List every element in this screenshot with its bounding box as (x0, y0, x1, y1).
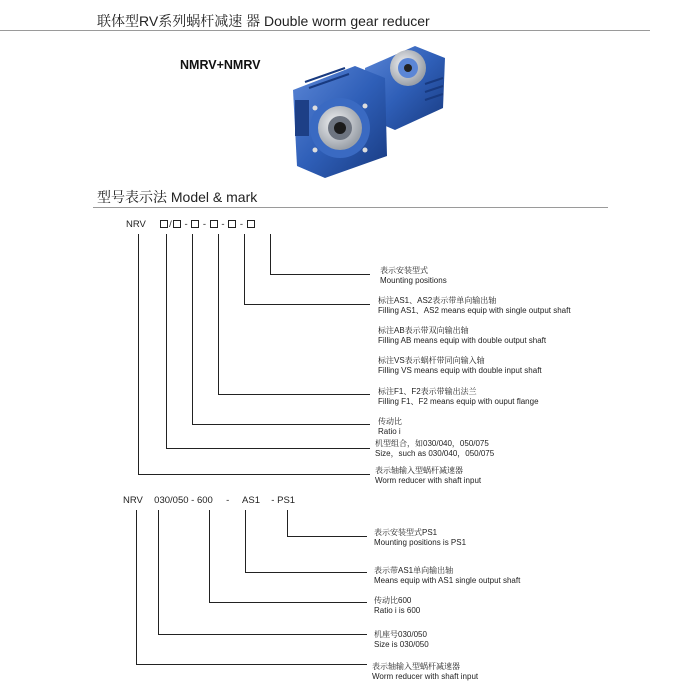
placeholder-box (210, 220, 218, 228)
schema-dash: - (239, 219, 243, 230)
leader-line (138, 474, 370, 475)
schema-dash: - (184, 219, 188, 230)
schema-note: 标注AB表示带双向输出轴 Filling AB means equip with double output shaft (378, 326, 547, 345)
placeholder-box (228, 220, 236, 228)
schema-prefix: NRV (126, 219, 146, 230)
leader-line (244, 304, 370, 305)
example-code (123, 495, 295, 506)
leader-line (166, 448, 370, 449)
example-part: - (226, 495, 230, 506)
leader-line (245, 510, 246, 572)
example-part: AS1 (242, 495, 261, 506)
leader-line (166, 234, 167, 448)
placeholder-box (160, 220, 168, 228)
leader-line (287, 536, 367, 537)
example-note: 传动比600 Ratio i is 600 (374, 596, 421, 615)
model-name: NMRV+NMRV (180, 58, 261, 72)
example-note: 机座号030/050 Size is 030/050 (374, 630, 429, 649)
example-note: 表示安装型式PS1 Mounting positions is PS1 (374, 528, 467, 547)
placeholder-box (191, 220, 199, 228)
leader-line (218, 234, 219, 394)
leader-line (192, 424, 370, 425)
leader-line (270, 274, 370, 275)
example-part: - (191, 495, 195, 506)
placeholder-box (173, 220, 181, 228)
schema-note: 表示安装型式 Mounting positions (380, 266, 447, 285)
page-title: 联体型RV系列蜗杆减速 器 Double worm gear reducer (97, 13, 430, 29)
example-part: 600 (196, 495, 213, 506)
section-title: 型号表示法 Model & mark (97, 189, 258, 205)
leader-line (287, 510, 288, 536)
schema-note: 机型组合，如030/040，050/075 Size，such as 030/040，050/075 (375, 439, 495, 458)
example-part: - (271, 495, 275, 506)
leader-line (136, 664, 367, 665)
example-part: NRV (123, 495, 143, 506)
gear-reducer-image (285, 38, 465, 178)
schema-note: 标注AS1、AS2表示带单向输出轴 Filling AS1、AS2 means equip with single output shaft (378, 296, 571, 315)
leader-line (218, 394, 370, 395)
leader-line (209, 510, 210, 602)
schema-note: 标注F1、F2表示带输出法兰 Filling F1、F2 means equip with ouput flange (378, 387, 539, 406)
schema-code (126, 219, 256, 230)
leader-line (138, 234, 139, 474)
placeholder-box (247, 220, 255, 228)
schema-note: 表示轴输入型蜗杆减速器 Worm reducer with shaft input (375, 466, 482, 485)
example-note: 表示带AS1单向输出轴 Means equip with AS1 single output shaft (374, 566, 521, 585)
leader-line (245, 572, 367, 573)
schema-note: 传动比 Ratio i (378, 417, 402, 436)
example-note: 表示轴输入型蜗杆减速器 Worm reducer with shaft input (372, 662, 479, 681)
leader-line (158, 510, 159, 634)
schema-note: 标注VS表示蜗杆带同向输入轴 Filling VS means equip with double input shaft (378, 356, 542, 375)
leader-line (192, 234, 193, 424)
example-part: 030/050 (154, 495, 189, 506)
header-rule (0, 30, 650, 31)
schema-dash: - (202, 219, 207, 230)
leader-line (270, 234, 271, 274)
schema-slash: / (169, 219, 172, 230)
schema-dash: - (221, 219, 225, 230)
leader-line (136, 510, 137, 664)
leader-line (244, 234, 245, 304)
section-rule (93, 207, 608, 208)
leader-line (209, 602, 367, 603)
leader-line (158, 634, 367, 635)
example-part: PS1 (277, 495, 296, 506)
